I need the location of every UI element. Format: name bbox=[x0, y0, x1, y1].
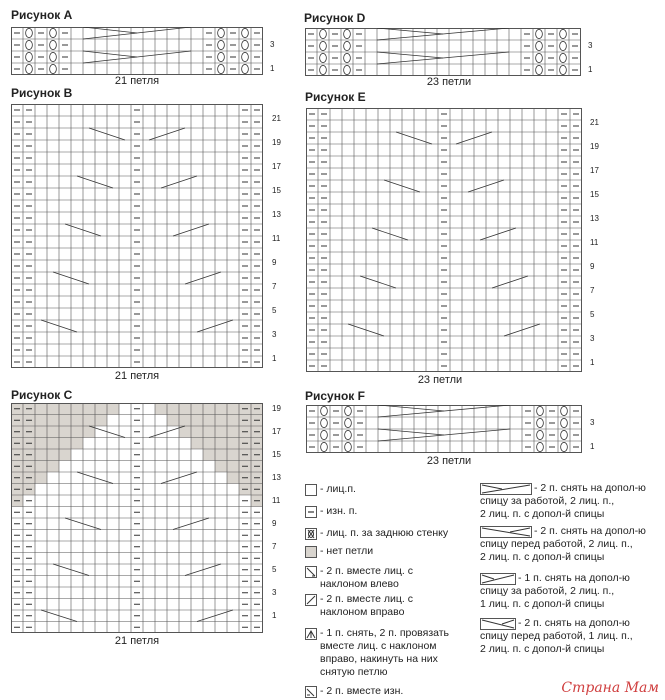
chart-c-row-1: 1 bbox=[272, 611, 277, 620]
chart-a-title: Рисунок А bbox=[11, 8, 73, 22]
k2tog-left-symbol-icon bbox=[305, 566, 317, 578]
chart-d-grid bbox=[305, 28, 581, 76]
legend-cable-1-2-back: - 1 п. снять на допол-ю спицу за работой, 2 лиц. п., 1 лиц. п. с допол-й спицы bbox=[480, 572, 630, 610]
legend-cable-2-2-back: - 2 п. снять на допол-ю спицу за работой, 2 лиц. п., 2 лиц. п. с допол-й спицы bbox=[480, 482, 646, 520]
twisted-stitch-mark bbox=[26, 64, 33, 73]
chart-f-caption: 23 петли bbox=[426, 455, 472, 467]
twisted-stitch-mark bbox=[560, 41, 567, 50]
twisted-knit-symbol-icon bbox=[305, 528, 317, 540]
chart-b-row-17: 17 bbox=[272, 162, 281, 171]
chart-c-row-19: 19 bbox=[272, 404, 281, 413]
twisted-stitch-mark bbox=[321, 406, 328, 415]
chart-f-row-1: 1 bbox=[590, 442, 595, 451]
chart-e-grid bbox=[306, 108, 582, 372]
twisted-stitch-mark bbox=[242, 28, 249, 37]
chart-e-row-5: 5 bbox=[590, 310, 595, 319]
twisted-stitch-mark bbox=[537, 430, 544, 439]
chart-b-row-7: 7 bbox=[272, 282, 277, 291]
twisted-stitch-mark bbox=[50, 40, 57, 49]
legend-cable-2-2-front: - 2 п. снять на допол-ю спицу перед работой, 2 лиц. п., 2 лиц. п. с допол-й спицы bbox=[480, 525, 646, 563]
twisted-stitch-mark bbox=[561, 442, 568, 451]
chart-b-row-21: 21 bbox=[272, 114, 281, 123]
twisted-stitch-mark bbox=[344, 65, 351, 74]
twisted-stitch-mark bbox=[320, 29, 327, 38]
chart-e-row-9: 9 bbox=[590, 262, 595, 271]
twisted-stitch-mark bbox=[320, 53, 327, 62]
chart-b-caption: 21 петля bbox=[114, 370, 160, 382]
knit-symbol-icon bbox=[305, 484, 317, 496]
chart-e-caption: 23 петли bbox=[417, 374, 463, 386]
chart-e-row-7: 7 bbox=[590, 286, 595, 295]
twisted-stitch-mark bbox=[561, 406, 568, 415]
twisted-stitch-mark bbox=[344, 53, 351, 62]
chart-c-row-3: 3 bbox=[272, 588, 277, 597]
twisted-stitch-mark bbox=[218, 28, 225, 37]
chart-e-row-1: 1 bbox=[590, 358, 595, 367]
chart-b-row-11: 11 bbox=[272, 234, 281, 243]
twisted-stitch-mark bbox=[242, 40, 249, 49]
no-stitch-cell-right bbox=[179, 426, 263, 438]
twisted-stitch-mark bbox=[345, 418, 352, 427]
twisted-stitch-mark bbox=[218, 52, 225, 61]
chart-c-grid bbox=[11, 403, 263, 633]
p2tog-symbol-icon bbox=[305, 686, 317, 698]
twisted-stitch-mark bbox=[560, 53, 567, 62]
chart-a-grid bbox=[11, 27, 263, 75]
twisted-stitch-mark bbox=[26, 40, 33, 49]
twisted-stitch-mark bbox=[344, 29, 351, 38]
chart-e-title: Рисунок Е bbox=[305, 90, 366, 104]
twisted-stitch-mark bbox=[345, 406, 352, 415]
chart-e-row-15: 15 bbox=[590, 190, 599, 199]
chart-c-row-7: 7 bbox=[272, 542, 277, 551]
chart-b-grid bbox=[11, 104, 263, 368]
twisted-stitch-mark bbox=[345, 430, 352, 439]
twisted-stitch-mark bbox=[50, 28, 57, 37]
chart-e-row-21: 21 bbox=[590, 118, 599, 127]
legend-cable-2-1-front: - 2 п. снять на допол-ю спицу перед работой, 1 лиц. п., 2 лиц. п. с допол-й спицы bbox=[480, 617, 633, 655]
twisted-stitch-mark bbox=[26, 28, 33, 37]
chart-e-row-17: 17 bbox=[590, 166, 599, 175]
chart-e-row-13: 13 bbox=[590, 214, 599, 223]
twisted-stitch-mark bbox=[537, 442, 544, 451]
legend-no-stitch: - нет петли bbox=[320, 545, 374, 557]
chart-e-row-19: 19 bbox=[590, 142, 599, 151]
legend-k2tog-right: - 2 п. вместе лиц. с наклоном вправо bbox=[320, 593, 413, 618]
chart-b-row-5: 5 bbox=[272, 306, 277, 315]
legend-k2tog-left: - 2 п. вместе лиц. с наклоном влево bbox=[320, 565, 413, 590]
chart-f-row-3: 3 bbox=[590, 418, 595, 427]
double-decrease-symbol-icon bbox=[305, 628, 317, 640]
twisted-stitch-mark bbox=[321, 442, 328, 451]
legend-knit: - лиц.п. bbox=[320, 483, 356, 495]
chart-b-title: Рисунок В bbox=[11, 86, 73, 100]
chart-c-row-13: 13 bbox=[272, 473, 281, 482]
chart-e-row-3: 3 bbox=[590, 334, 595, 343]
chart-f-title: Рисунок F bbox=[305, 389, 365, 403]
legend-purl: - изн. п. bbox=[320, 505, 358, 517]
twisted-stitch-mark bbox=[536, 65, 543, 74]
twisted-stitch-mark bbox=[242, 52, 249, 61]
chart-b-row-13: 13 bbox=[272, 210, 281, 219]
chart-d-caption: 23 петли bbox=[426, 76, 472, 88]
watermark: Страна Мам bbox=[561, 680, 659, 696]
chart-b-row-15: 15 bbox=[272, 186, 281, 195]
twisted-stitch-mark bbox=[50, 52, 57, 61]
cable-cross-mark bbox=[83, 51, 137, 57]
no-stitch-symbol-icon bbox=[305, 546, 317, 558]
twisted-stitch-mark bbox=[320, 41, 327, 50]
chart-c-row-11: 11 bbox=[272, 496, 281, 505]
chart-a-caption: 21 петля bbox=[114, 75, 160, 87]
chart-f-grid bbox=[306, 405, 582, 453]
twisted-stitch-mark bbox=[560, 65, 567, 74]
cable-cross-mark bbox=[378, 429, 444, 435]
chart-c-caption: 21 петля bbox=[114, 635, 160, 647]
twisted-stitch-mark bbox=[26, 52, 33, 61]
twisted-stitch-mark bbox=[536, 41, 543, 50]
chart-d-row-3: 3 bbox=[588, 41, 593, 50]
chart-d-row-1: 1 bbox=[588, 65, 593, 74]
chart-c-row-5: 5 bbox=[272, 565, 277, 574]
twisted-stitch-mark bbox=[345, 442, 352, 451]
legend-p2tog: - 2 п. вместе изн. bbox=[320, 685, 404, 697]
no-stitch-cell-left bbox=[11, 426, 95, 438]
legend-double-decrease: - 1 п. снять, 2 п. провязать вместе лиц. с наклоном вправо, накинуть на них снятую петлю bbox=[320, 627, 450, 678]
chart-e-row-11: 11 bbox=[590, 238, 599, 247]
twisted-stitch-mark bbox=[537, 418, 544, 427]
twisted-stitch-mark bbox=[560, 29, 567, 38]
chart-a-row-3: 3 bbox=[270, 40, 275, 49]
twisted-stitch-mark bbox=[536, 29, 543, 38]
twisted-stitch-mark bbox=[218, 40, 225, 49]
k2tog-right-symbol-icon bbox=[305, 594, 317, 606]
twisted-stitch-mark bbox=[321, 418, 328, 427]
twisted-stitch-mark bbox=[537, 406, 544, 415]
chart-b-row-19: 19 bbox=[272, 138, 281, 147]
twisted-stitch-mark bbox=[561, 430, 568, 439]
twisted-stitch-mark bbox=[344, 41, 351, 50]
chart-d-title: Рисунок D bbox=[304, 11, 366, 25]
twisted-stitch-mark bbox=[50, 64, 57, 73]
twisted-stitch-mark bbox=[561, 418, 568, 427]
cable-cross-mark bbox=[377, 52, 443, 58]
twisted-stitch-mark bbox=[320, 65, 327, 74]
twisted-stitch-mark bbox=[218, 64, 225, 73]
chart-c-row-15: 15 bbox=[272, 450, 281, 459]
twisted-stitch-mark bbox=[321, 430, 328, 439]
purl-symbol-icon bbox=[305, 506, 317, 518]
chart-b-row-3: 3 bbox=[272, 330, 277, 339]
twisted-stitch-mark bbox=[242, 64, 249, 73]
chart-b-row-1: 1 bbox=[272, 354, 277, 363]
chart-c-title: Рисунок С bbox=[11, 388, 73, 402]
twisted-stitch-mark bbox=[536, 53, 543, 62]
chart-c-row-17: 17 bbox=[272, 427, 281, 436]
chart-b-row-9: 9 bbox=[272, 258, 277, 267]
chart-c-row-9: 9 bbox=[272, 519, 277, 528]
chart-a-row-1: 1 bbox=[270, 64, 275, 73]
legend-twisted-knit: - лиц. п. за заднюю стенку bbox=[320, 527, 449, 539]
